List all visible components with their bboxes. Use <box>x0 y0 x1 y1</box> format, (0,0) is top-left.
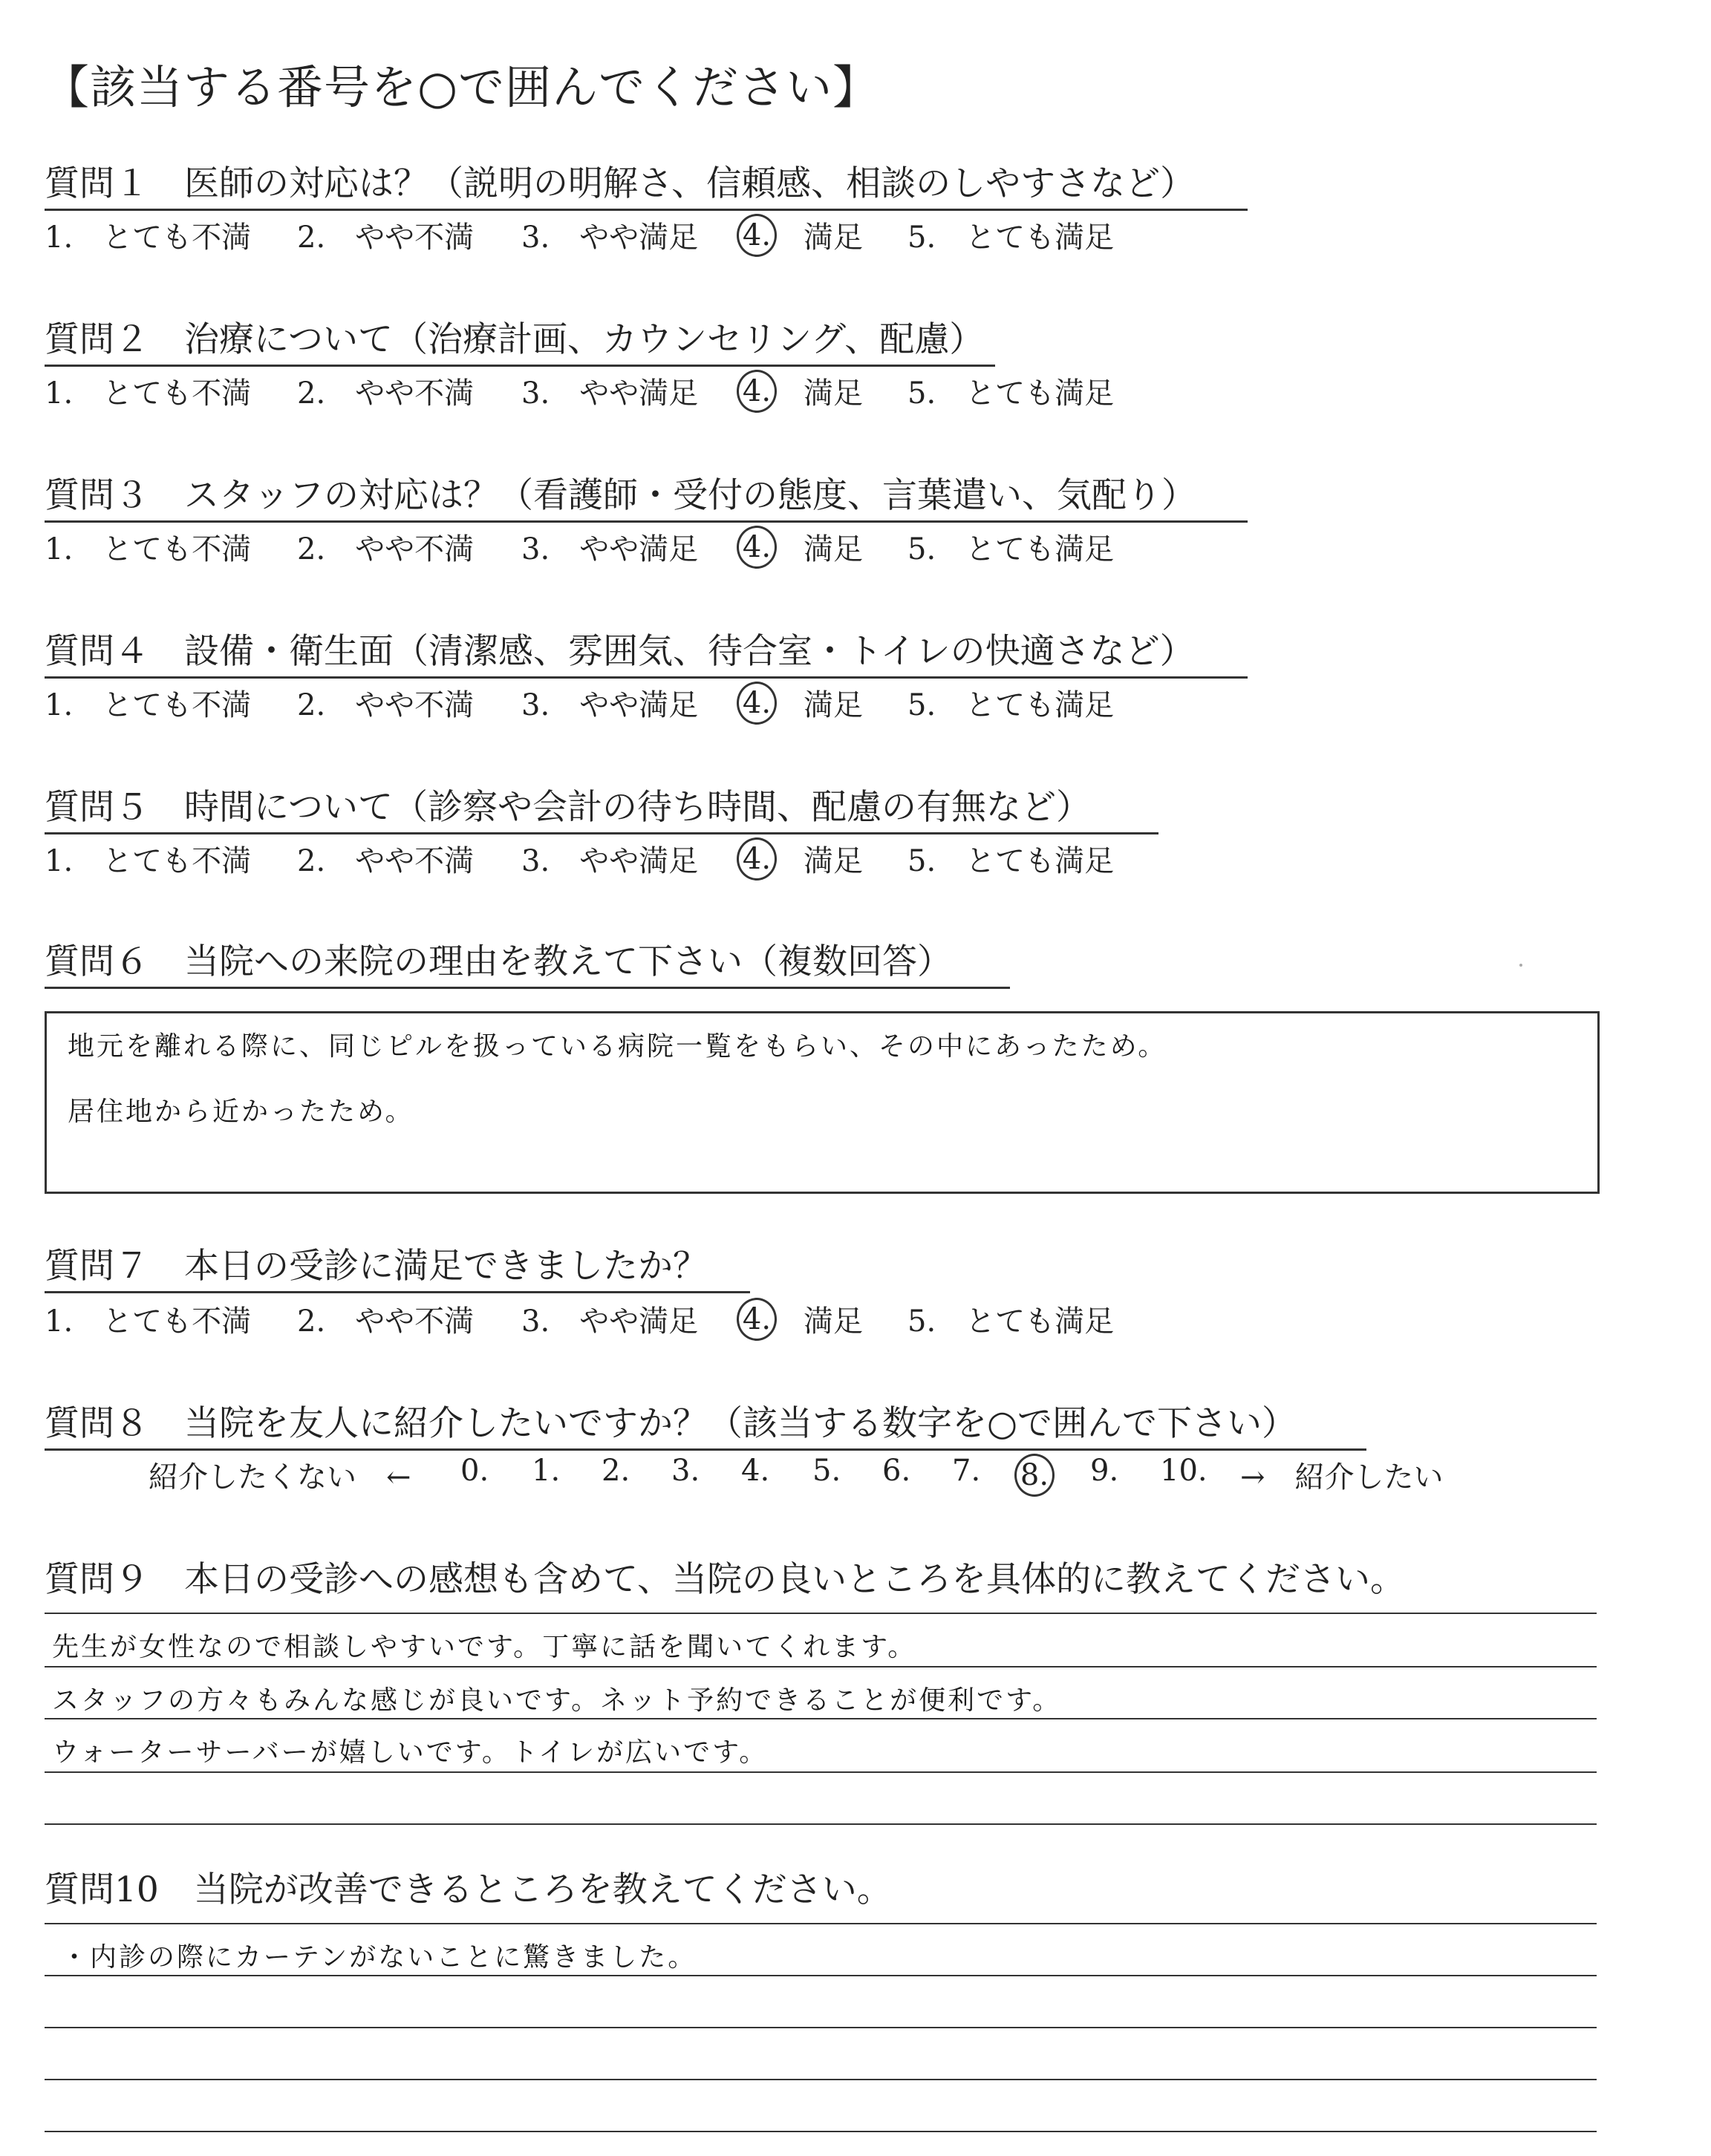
option-3[interactable]: 3. やや満足 <box>521 376 699 411</box>
answer-circle: 4. <box>737 526 777 569</box>
answer-circle: 4. <box>737 837 777 881</box>
scale-5[interactable]: 5. <box>812 1454 841 1488</box>
stray-mark <box>1519 964 1522 967</box>
scale-right-label: → 紹介したい <box>1240 1460 1444 1494</box>
handwritten-answer-line: ・内診の際にカーテンがないことに驚きました。 <box>61 1942 697 1973</box>
answer-circle: 4. <box>737 214 777 257</box>
question-2-label: 質問２ 治療について（治療計画、カウンセリング、配慮） <box>45 312 995 367</box>
question-1-label: 質問１ 医師の対応は？（説明の明解さ、信頼感、相談のしやすさなど） <box>45 156 1248 211</box>
scale-6[interactable]: 6. <box>882 1454 911 1488</box>
question-3-options <box>45 526 1158 567</box>
option-4-circled[interactable] <box>744 370 772 413</box>
answer-rule <box>45 1923 1597 1924</box>
answer-circle: 8. <box>1014 1454 1055 1497</box>
question-5-label: 質問５ 時間について（診察や会計の待ち時間、配慮の有無など） <box>45 780 1158 834</box>
option-2[interactable]: 2. やや不満 <box>297 1304 475 1339</box>
option-4-label: 満足 <box>804 220 863 255</box>
option-5[interactable]: 5. とても満足 <box>907 376 1115 411</box>
answer-rule <box>45 1613 1597 1614</box>
handwritten-answer-line: ウォーターサーバーが嬉しいです。トイレが広いです。 <box>52 1737 769 1768</box>
scale-0[interactable]: 0. <box>460 1454 489 1488</box>
option-2[interactable]: 2. やや不満 <box>297 376 475 411</box>
option-1[interactable]: 1. とても不満 <box>45 220 252 255</box>
option-3[interactable]: 3. やや満足 <box>521 688 699 722</box>
handwritten-answer-line: スタッフの方々もみんな感じが良いです。ネット予約できることが便利です。 <box>52 1685 1062 1716</box>
answer-rule <box>45 1975 1597 1976</box>
answer-rule <box>45 1666 1597 1667</box>
scale-left-label: 紹介したくない ← <box>149 1460 411 1494</box>
option-4-circled[interactable] <box>744 837 772 881</box>
option-2[interactable]: 2. やや不満 <box>297 844 475 878</box>
question-7-label: 質問７ 本日の受診に満足できましたか？ <box>45 1238 750 1293</box>
scale-8-circled[interactable] <box>1022 1454 1050 1497</box>
option-4-circled[interactable] <box>744 526 772 569</box>
option-3[interactable]: 3. やや満足 <box>521 532 699 566</box>
answer-rule <box>45 2079 1597 2080</box>
question-7-options <box>45 1298 1158 1339</box>
scale-1[interactable]: 1. <box>532 1454 561 1488</box>
option-1[interactable]: 1. とても不満 <box>45 532 252 566</box>
question-8-label: 質問８ 当院を友人に紹介したいですか？（該当する数字を○で囲んで下さい） <box>45 1396 1366 1451</box>
option-4-label: 満足 <box>804 844 863 878</box>
handwritten-answer-line: 地元を離れる際に、同じピルを扱っている病院一覧をもらい、その中にあったため。 <box>68 1031 1167 1062</box>
option-1[interactable]: 1. とても不満 <box>45 376 252 411</box>
scale-4[interactable]: 4. <box>741 1454 770 1488</box>
scale-9[interactable]: 9. <box>1090 1454 1119 1488</box>
question-1-options <box>45 214 1158 255</box>
question-9-label: 質問９ 本日の受診への感想も含めて、当院の良いところを具体的に教えてください。 <box>45 1559 1406 1600</box>
option-4-label: 満足 <box>804 532 863 566</box>
option-5[interactable]: 5. とても満足 <box>907 844 1115 878</box>
question-6-answer-box[interactable] <box>45 1011 1600 1194</box>
option-2[interactable]: 2. やや不満 <box>297 688 475 722</box>
answer-circle: 4. <box>737 1298 777 1341</box>
option-5[interactable]: 5. とても満足 <box>907 220 1115 255</box>
handwritten-answer-line: 居住地から近かったため。 <box>68 1097 414 1127</box>
scale-7[interactable]: 7. <box>952 1454 981 1488</box>
handwritten-answer-line: 先生が女性なので相談しやすいです。丁寧に話を聞いてくれます。 <box>52 1632 917 1662</box>
option-4-circled[interactable] <box>744 1298 772 1341</box>
answer-rule <box>45 2131 1597 2132</box>
option-4-circled[interactable] <box>744 214 772 257</box>
option-5[interactable]: 5. とても満足 <box>907 688 1115 722</box>
option-4-label: 満足 <box>804 376 863 411</box>
answer-rule <box>45 2027 1597 2028</box>
answer-circle: 4. <box>737 682 777 725</box>
scale-3[interactable]: 3. <box>671 1454 700 1488</box>
scale-2[interactable]: 2. <box>602 1454 630 1488</box>
option-5[interactable]: 5. とても満足 <box>907 532 1115 566</box>
answer-circle: 4. <box>737 370 777 413</box>
option-3[interactable]: 3. やや満足 <box>521 844 699 878</box>
option-3[interactable]: 3. やや満足 <box>521 1304 699 1339</box>
option-3[interactable]: 3. やや満足 <box>521 220 699 255</box>
option-1[interactable]: 1. とても不満 <box>45 1304 252 1339</box>
option-1[interactable]: 1. とても不満 <box>45 688 252 722</box>
question-2-options <box>45 370 1158 411</box>
question-3-label: 質問３ スタッフの対応は？（看護師・受付の態度、言葉遣い、気配り） <box>45 468 1248 523</box>
option-2[interactable]: 2. やや不満 <box>297 220 475 255</box>
option-4-circled[interactable] <box>744 682 772 725</box>
scale-10[interactable]: 10. <box>1160 1454 1208 1488</box>
option-2[interactable]: 2. やや不満 <box>297 532 475 566</box>
option-4-label: 満足 <box>804 688 863 722</box>
question-5-options <box>45 837 1158 879</box>
answer-rule <box>45 1771 1597 1773</box>
question-4-label: 質問４ 設備・衛生面（清潔感、雰囲気、待合室・トイレの快適さなど） <box>45 624 1248 679</box>
option-4-label: 満足 <box>804 1304 863 1339</box>
option-1[interactable]: 1. とても不満 <box>45 844 252 878</box>
form-heading: 【該当する番号を○で囲んでください】 <box>43 60 880 114</box>
option-5[interactable]: 5. とても満足 <box>907 1304 1115 1339</box>
question-10-label: 質問10 当院が改善できるところを教えてください。 <box>45 1869 892 1910</box>
question-6-label: 質問６ 当院への来院の理由を教えて下さい（複数回答） <box>45 934 1010 989</box>
answer-rule <box>45 1718 1597 1719</box>
question-4-options <box>45 682 1158 723</box>
question-8-scale <box>149 1454 1485 1495</box>
answer-rule <box>45 1823 1597 1825</box>
